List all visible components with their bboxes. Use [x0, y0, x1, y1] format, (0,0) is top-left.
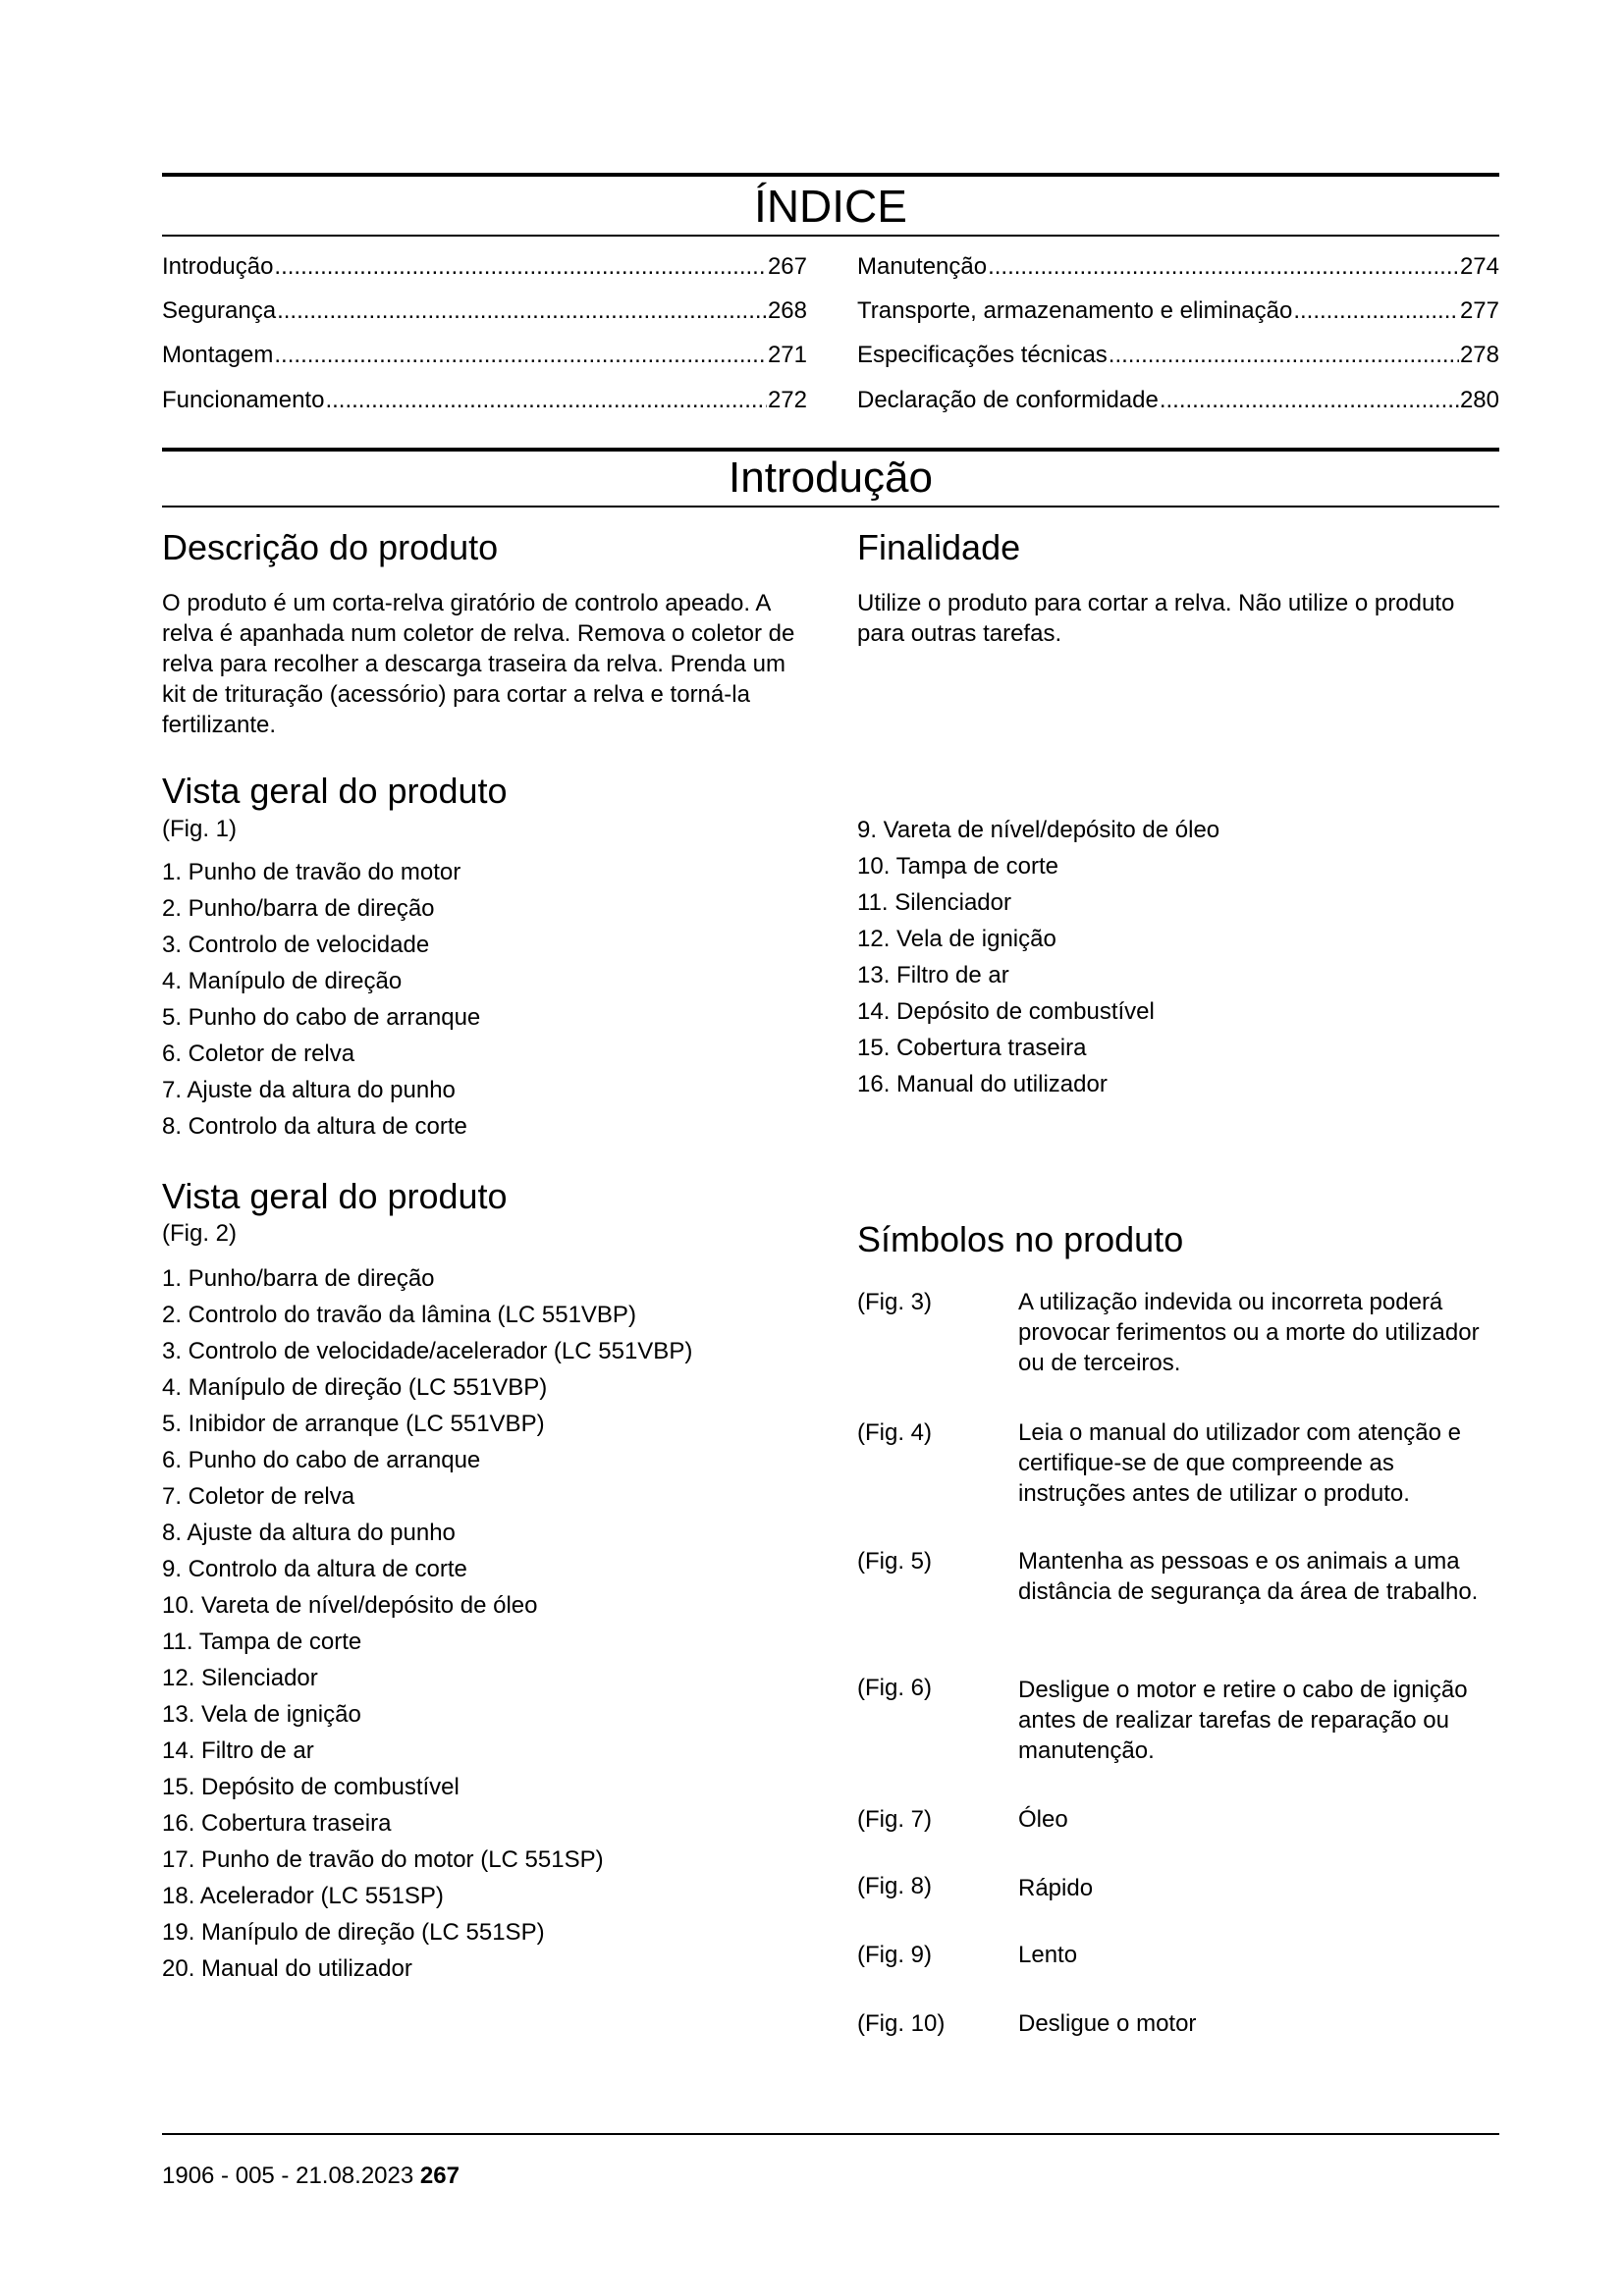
list-item: 13. Vela de ignição — [162, 1701, 361, 1728]
list-item: 4. Manípulo de direção (LC 551VBP) — [162, 1374, 548, 1401]
list-item: 9. Vareta de nível/depósito de óleo — [857, 817, 1220, 843]
toc-entry-page: 278 — [1459, 342, 1499, 368]
list-item: 13. Filtro de ar — [857, 962, 1009, 988]
symbol-description: A utilização indevida ou incorreta poderá provocar ferimentos ou a morte do utilizador ou de terceiros. — [1018, 1289, 1480, 1376]
symbol-fig-ref: (Fig. 9) — [857, 1942, 933, 1968]
list-item: 7. Ajuste da altura do punho — [162, 1077, 456, 1103]
list-item: 11. Silenciador — [857, 889, 1011, 916]
toc-entry-label: Introdução — [162, 253, 274, 280]
purpose-paragraph: Utilize o produto para cortar a relva. Não utilize o produto para outras tarefas. — [857, 590, 1455, 647]
list-item: 8. Ajuste da altura do punho — [162, 1520, 456, 1546]
list-item: 1. Punho de travão do motor — [162, 859, 461, 885]
heading-descricao: Descrição do produto — [162, 527, 499, 567]
list-item: 16. Cobertura traseira — [162, 1810, 392, 1837]
list-item: 14. Depósito de combustível — [857, 998, 1155, 1025]
symbol-fig-ref: (Fig. 3) — [857, 1289, 933, 1315]
list-item: 20. Manual do utilizador — [162, 1955, 412, 1982]
page-footer — [162, 2162, 460, 2191]
toc-entry-page: 274 — [1459, 253, 1499, 280]
description-paragraph: O produto é um corta-relva giratório de controlo apeado. A relva é apanhada num coletor de relva. Remova o coletor de relva para recolher a descarga traseira da relva. Prenda um kit de trituração (acessório) para cortar a relva e torná-la fertilizante. — [162, 590, 795, 738]
toc-entry-page: 271 — [767, 342, 807, 368]
symbol-fig-ref: (Fig. 10) — [857, 2010, 946, 2037]
list-item: 5. Inibidor de arranque (LC 551VBP) — [162, 1411, 545, 1437]
footer-page-number: 267 — [419, 2163, 460, 2189]
toc-entry-label: Manutenção — [857, 253, 988, 280]
toc-entry[interactable] — [857, 386, 1499, 415]
intro-title-rule — [162, 506, 1499, 507]
toc-entry-label: Montagem — [162, 342, 274, 368]
toc-entry[interactable] — [162, 252, 807, 282]
list-item: 3. Controlo de velocidade/acelerador (LC 551VBP) — [162, 1338, 693, 1364]
toc-entry-label: Declaração de conformidade — [857, 387, 1159, 413]
symbol-description: Desligue o motor e retire o cabo de ignição antes de realizar tarefas de reparação ou manutenção. — [1018, 1677, 1468, 1764]
toc-entry-label: Segurança — [162, 297, 277, 324]
toc-entry-page: 268 — [767, 297, 807, 324]
toc-title-rule — [162, 235, 1499, 237]
symbol-fig-ref: (Fig. 8) — [857, 1873, 933, 1899]
list-item: 2. Punho/barra de direção — [162, 895, 435, 922]
toc-entry[interactable] — [857, 341, 1499, 370]
section-title-introducao: Introdução — [729, 454, 933, 502]
list-item: 6. Punho do cabo de arranque — [162, 1447, 481, 1473]
list-item: 11. Tampa de corte — [162, 1629, 362, 1655]
toc-entry-label: Especificações técnicas — [857, 342, 1108, 368]
list-item: 1. Punho/barra de direção — [162, 1265, 435, 1292]
toc-entry-page: 277 — [1459, 297, 1499, 324]
overview-2-list — [162, 1260, 692, 1987]
toc-entry[interactable] — [857, 252, 1499, 282]
list-item: 8. Controlo da altura de corte — [162, 1113, 467, 1140]
list-item: 6. Coletor de relva — [162, 1041, 355, 1067]
symbol-fig-ref: (Fig. 5) — [857, 1548, 933, 1575]
symbol-description: Mantenha as pessoas e os animais a uma distância de segurança da área de trabalho. — [1018, 1548, 1479, 1605]
toc-entry-label: Transporte, armazenamento e eliminação — [857, 297, 1293, 324]
symbol-fig-ref: (Fig. 4) — [857, 1419, 933, 1446]
toc-entry[interactable] — [162, 296, 807, 326]
list-item: 14. Filtro de ar — [162, 1737, 314, 1764]
symbol-fig-ref: (Fig. 6) — [857, 1675, 933, 1701]
toc-title: ÍNDICE — [754, 181, 907, 232]
list-item: 12. Silenciador — [162, 1665, 318, 1691]
list-item: 4. Manípulo de direção — [162, 968, 403, 994]
list-item: 17. Punho de travão do motor (LC 551SP) — [162, 1846, 604, 1873]
list-item: 7. Coletor de relva — [162, 1483, 355, 1510]
heading-overview-2: Vista geral do produto — [162, 1176, 508, 1216]
toc-entry-page: 267 — [767, 253, 807, 280]
heading-overview-1: Vista geral do produto — [162, 771, 508, 811]
list-item: 12. Vela de ignição — [857, 926, 1056, 952]
toc-entry-page: 280 — [1459, 387, 1499, 413]
list-item: 5. Punho do cabo de arranque — [162, 1004, 481, 1031]
symbol-description: Desligue o motor — [1018, 2010, 1197, 2037]
toc-entry[interactable] — [857, 296, 1499, 326]
toc-entry-label: Funcionamento — [162, 387, 325, 413]
symbol-fig-ref: (Fig. 7) — [857, 1806, 933, 1833]
list-item: 9. Controlo da altura de corte — [162, 1556, 467, 1582]
toc-entry[interactable] — [162, 386, 807, 415]
overview-1-list-right — [857, 812, 1219, 1102]
fig-ref-2: (Fig. 2) — [162, 1220, 238, 1247]
heading-simbolos: Símbolos no produto — [857, 1219, 1184, 1259]
list-item: 2. Controlo do travão da lâmina (LC 551VBP) — [162, 1302, 636, 1328]
heading-finalidade: Finalidade — [857, 527, 1021, 567]
toc-entry-page: 272 — [767, 387, 807, 413]
footer-doc-ref: 1906 - 005 - 21.08.2023 — [162, 2163, 414, 2189]
symbol-description: Óleo — [1018, 1806, 1068, 1833]
list-item: 16. Manual do utilizador — [857, 1071, 1108, 1097]
toc-entry[interactable] — [162, 341, 807, 370]
list-item: 15. Depósito de combustível — [162, 1774, 460, 1800]
intro-rule — [162, 448, 1499, 452]
list-item: 18. Acelerador (LC 551SP) — [162, 1883, 444, 1909]
list-item: 19. Manípulo de direção (LC 551SP) — [162, 1919, 545, 1946]
symbol-description: Leia o manual do utilizador com atenção e certifique-se de que compreende as instruções antes de utilizar o produto. — [1018, 1419, 1461, 1507]
overview-1-list-left — [162, 854, 480, 1145]
symbol-description: Lento — [1018, 1942, 1078, 1968]
list-item: 10. Vareta de nível/depósito de óleo — [162, 1592, 538, 1619]
top-rule — [162, 173, 1499, 177]
list-item: 3. Controlo de velocidade — [162, 932, 430, 958]
list-item: 15. Cobertura traseira — [857, 1035, 1087, 1061]
list-item: 10. Tampa de corte — [857, 853, 1059, 880]
fig-ref-1: (Fig. 1) — [162, 816, 238, 842]
symbol-description: Rápido — [1018, 1875, 1094, 1901]
footer-rule — [162, 2133, 1499, 2135]
